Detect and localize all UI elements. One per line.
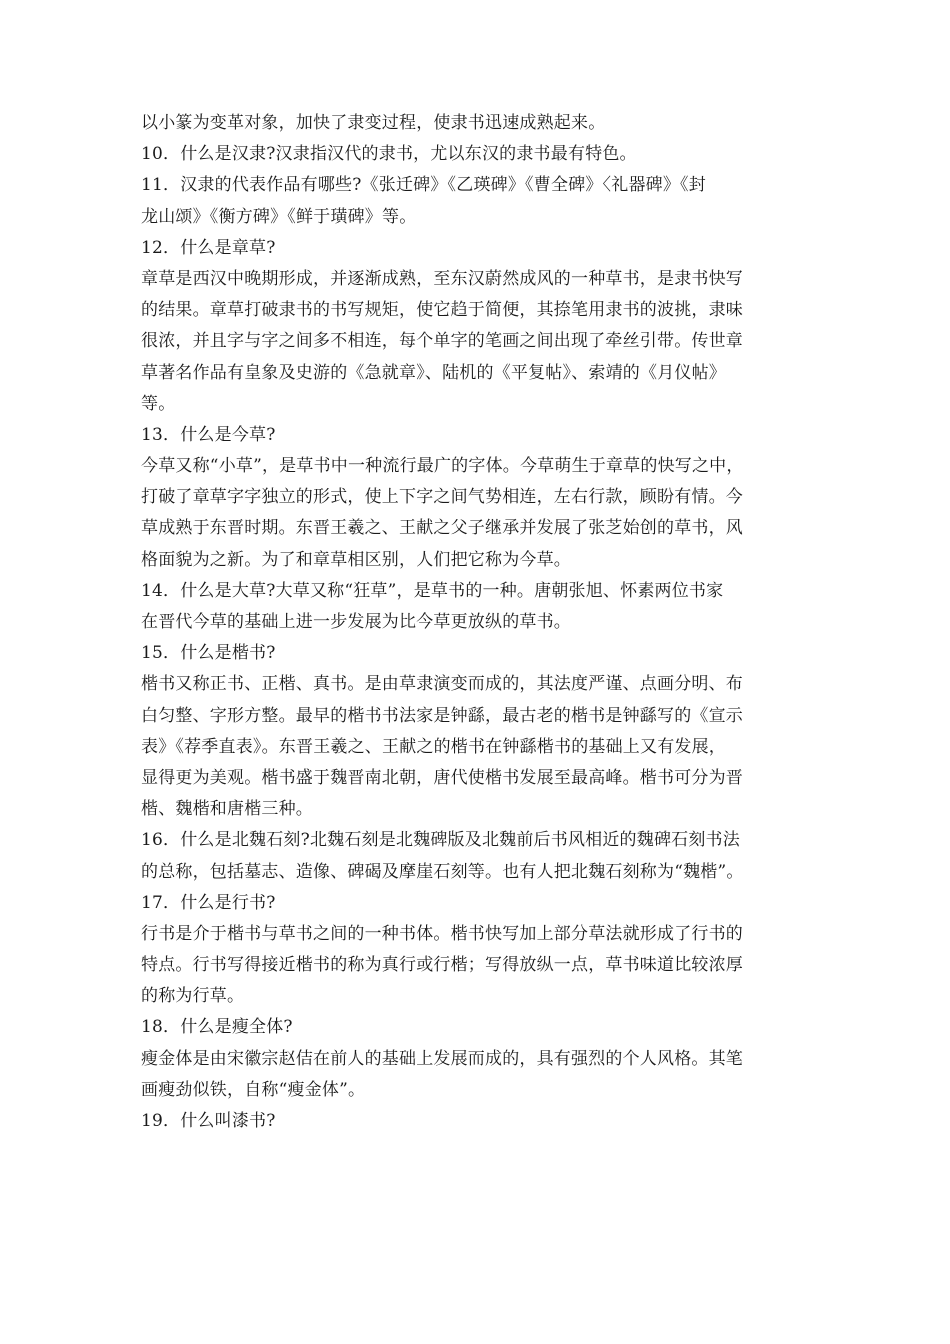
text-line: 格面貌为之新。为了和章草相区别，人们把它称为今草。 (141, 549, 571, 570)
text-line: 的总称，包括墓志、造像、碑碣及摩崖石刻等。也有人把北魏石刻称为“魏楷”。 (141, 861, 744, 882)
question-18: 18．什么是瘦全体? (141, 1017, 293, 1038)
question-16: 16．什么是北魏石刻?北魏石刻是北魏碑版及北魏前后书风相近的魏碑石刻书法 (141, 830, 740, 851)
text-line: 章草是西汉中晚期形成，并逐渐成熟，至东汉蔚然成风的一种草书，是隶书快写 (141, 268, 743, 289)
text-line: 今草又称“小草”，是草书中一种流行最广的字体。今草萌生于章草的快写之中， (141, 456, 744, 477)
text-line: 楷书又称正书、正楷、真书。是由草隶演变而成的，其法度严谨、点画分明、布 (141, 674, 743, 695)
text-line: 在晋代今草的基础上进一步发展为比今草更放纵的草书。 (141, 612, 571, 632)
text-line: 白匀整、字形方整。最早的楷书书法家是钟繇，最古老的楷书是钟繇写的《宣示 (141, 705, 743, 726)
text-line: 画瘦劲似铁，自称“瘦金体”。 (141, 1079, 366, 1100)
text-line: 龙山颂》《衡方碑》《鲜于璜碑》等。 (141, 206, 417, 227)
text-line: 以小篆为变革对象，加快了隶变过程，使隶书迅速成熟起来。 (141, 113, 606, 133)
document-page (141, 108, 841, 1137)
text-line: 行书是介于楷书与草书之间的一种书体。楷书快写加上部分草法就形成了行书的 (141, 923, 743, 944)
text-line: 楷、魏楷和唐楷三种。 (141, 799, 313, 820)
text-line: 表》《荐季直表》。东晋王羲之、王献之的楷书在钟繇楷书的基础上又有发展， (141, 736, 726, 757)
text-line: 打破了章草字字独立的形式，使上下字之间气势相连，左右行款，顾盼有情。今 (141, 487, 743, 508)
text-line: 的称为行草。 (141, 986, 245, 1007)
text-line: 的结果。章草打破隶书的书写规矩，使它趋于简便，其捺笔用隶书的波挑，隶味 (141, 300, 743, 321)
question-17: 17．什么是行书? (141, 892, 276, 913)
question-13: 13．什么是今草? (141, 424, 276, 445)
question-14: 14．什么是大草?大草又称“狂草”，是草书的一种。唐朝张旭、怀素两位书家 (141, 580, 724, 601)
text-line: 特点。行书写得接近楷书的称为真行或行楷；写得放纵一点，草书味道比较浓厚 (141, 955, 743, 976)
question-19: 19．什么叫漆书? (141, 1111, 276, 1131)
question-11: 11．汉隶的代表作品有哪些?《张迁碑》《乙瑛碑》《曹全碑》〈礼器碑》《封 (141, 175, 706, 196)
text-line: 草著名作品有皇象及史游的《急就章》、陆机的《平复帖》、索靖的《月仪帖》 (141, 362, 726, 383)
text-line: 显得更为美观。楷书盛于魏晋南北朝，唐代使楷书发展至最高峰。楷书可分为晋 (141, 767, 743, 788)
question-10: 10．什么是汉隶?汉隶指汉代的隶书，尤以东汉的隶书最有特色。 (141, 144, 637, 165)
text-line: 等。 (141, 393, 176, 414)
text-line: 很浓，并且字与字之间多不相连，每个单字的笔画之间出现了牵丝引带。传世章 (141, 331, 743, 352)
text-line: 瘦金体是由宋徽宗赵佶在前人的基础上发展而成的，具有强烈的个人风格。其笔 (141, 1048, 743, 1069)
question-15: 15．什么是楷书? (141, 643, 276, 664)
question-12: 12．什么是章草? (141, 237, 276, 258)
text-line: 草成熟于东晋时期。东晋王羲之、王献之父子继承并发展了张芝始创的草书，风 (141, 518, 743, 539)
